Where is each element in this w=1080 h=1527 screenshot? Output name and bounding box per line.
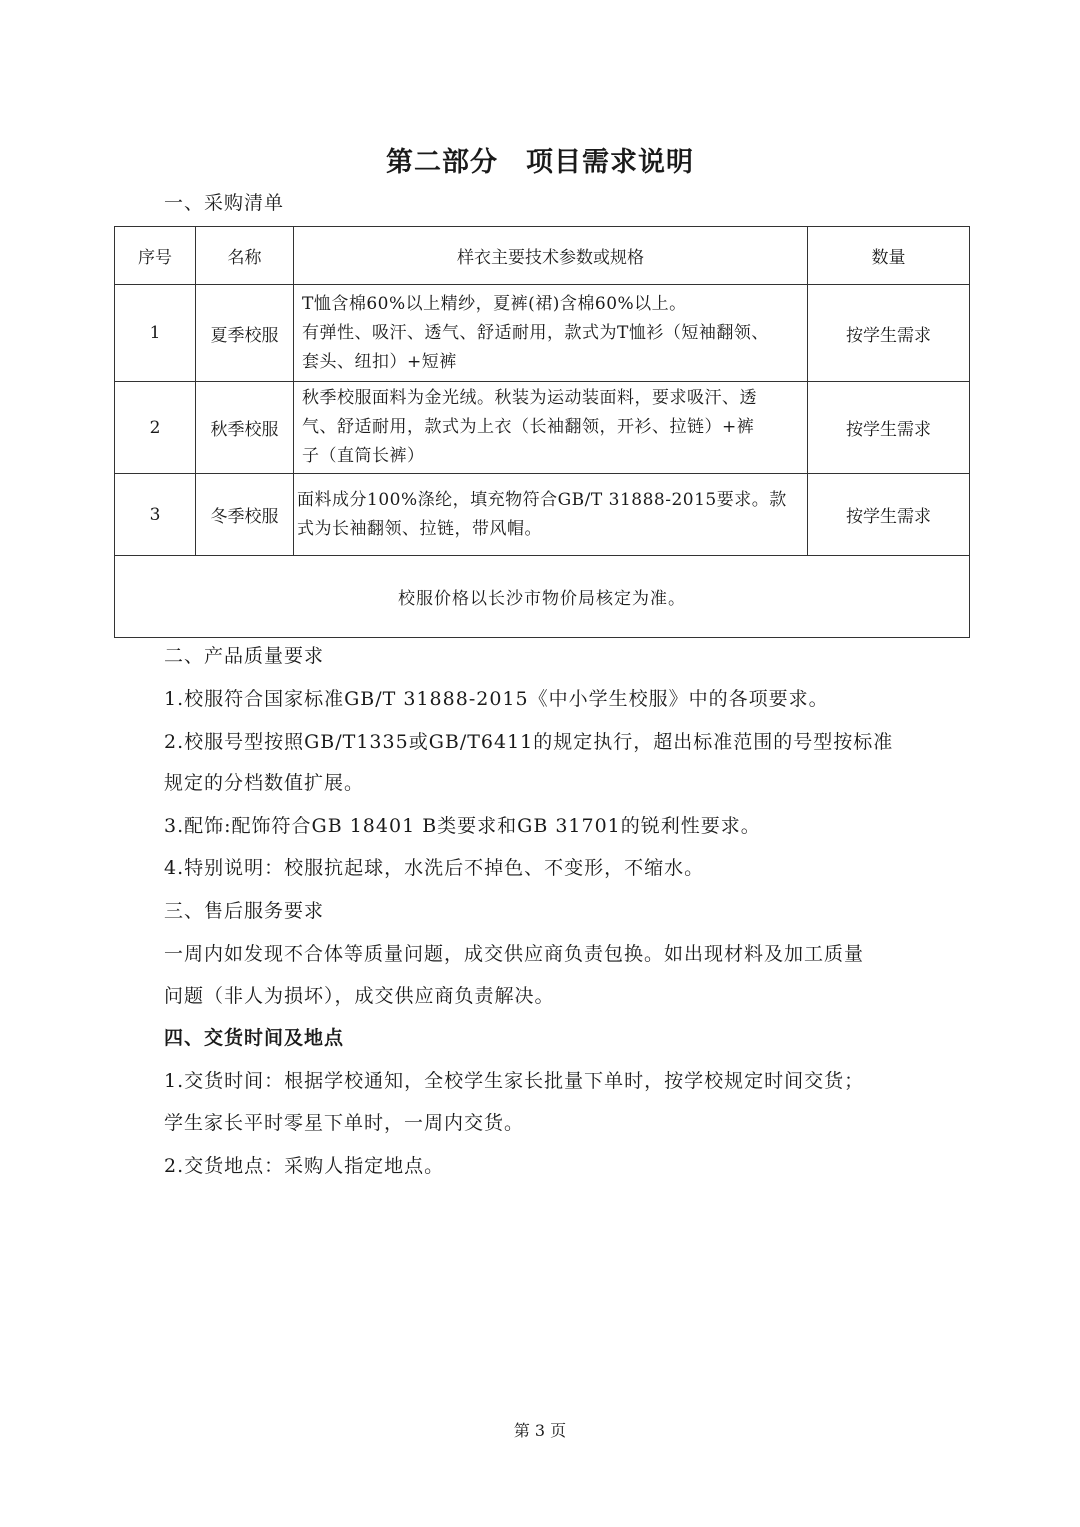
row-quantity: 按学生需求 [808, 474, 970, 556]
row-spec [294, 474, 808, 556]
quality-item-4: 4.特别说明：校服抗起球，水洗后不掉色、不变形，不缩水。 [164, 857, 705, 879]
service-line-2: 问题（非人为损坏），成交供应商负责解决。 [164, 985, 555, 1007]
table-row [115, 474, 970, 556]
section-heading-delivery: 四、交货时间及地点 [164, 1027, 345, 1049]
price-note: 校服价格以长沙市物价局核定为准。 [115, 556, 970, 638]
quality-item-2-line-2: 规定的分档数值扩展。 [164, 772, 365, 794]
header-quantity: 数量 [808, 227, 970, 285]
quality-item-3: 3.配饰:配饰符合GB 18401 B类要求和GB 31701的锐利性要求。 [164, 815, 761, 837]
spec-line: 面料成分100%涤纶，填充物符合GB/T 31888-2015要求。款 [297, 489, 787, 510]
page-title: 第二部分 项目需求说明 [386, 147, 694, 178]
spec-line: 气、舒适耐用，款式为上衣（长袖翻领，开衫、拉链）+裤 [302, 417, 755, 437]
spec-line: 套头、纽扣）+短裤 [302, 351, 457, 372]
spec-line: 有弹性、吸汗、透气、舒适耐用，款式为T恤衫（短袖翻领、 [302, 322, 769, 343]
row-spec [294, 285, 808, 382]
spec-line: 式为长袖翻领、拉链，带风帽。 [297, 518, 542, 539]
row-name: 冬季校服 [196, 474, 294, 556]
table-row [115, 382, 970, 474]
page-number: 第 3 页 [513, 1421, 567, 1440]
quality-item-2-line-1: 2.校服号型按照GB/T1335或GB/T6411的规定执行，超出标准范围的号型按标准 [164, 731, 894, 753]
spec-line: 子（直筒长裤） [302, 446, 425, 466]
quality-item-1: 1.校服符合国家标准GB/T 31888-2015《中小学生校服》中的各项要求。 [164, 688, 829, 710]
table-row [115, 285, 970, 382]
header-index: 序号 [115, 227, 196, 285]
row-name: 秋季校服 [196, 382, 294, 474]
section-heading-after-sales: 三、售后服务要求 [164, 900, 325, 922]
row-quantity: 按学生需求 [808, 382, 970, 474]
row-name: 夏季校服 [196, 285, 294, 382]
delivery-item-1-line-1: 1.交货时间：根据学校通知，全校学生家长批量下单时，按学校规定时间交货； [164, 1070, 865, 1092]
spec-line: 秋季校服面料为金光绒。秋装为运动装面料，要求吸汗、透 [302, 388, 757, 408]
delivery-item-1-line-2: 学生家长平时零星下单时，一周内交货。 [164, 1112, 525, 1134]
section-heading-quality: 二、产品质量要求 [164, 645, 325, 667]
service-line-1: 一周内如发现不合体等质量问题，成交供应商负责包换。如出现材料及加工质量 [164, 943, 865, 965]
table-note-row [115, 556, 970, 638]
delivery-item-2: 2.交货地点：采购人指定地点。 [164, 1155, 445, 1177]
row-index: 1 [115, 285, 196, 382]
procurement-table [114, 226, 970, 638]
header-name: 名称 [196, 227, 294, 285]
row-index: 2 [115, 382, 196, 474]
section-heading-procurement-list: 一、采购清单 [164, 192, 285, 214]
header-spec: 样衣主要技术参数或规格 [294, 227, 808, 285]
row-spec [294, 382, 808, 474]
spec-line: T恤含棉60%以上精纱，夏裤(裙)含棉60%以上。 [302, 293, 687, 314]
row-quantity: 按学生需求 [808, 285, 970, 382]
row-index: 3 [115, 474, 196, 556]
table-header-row [115, 227, 970, 285]
